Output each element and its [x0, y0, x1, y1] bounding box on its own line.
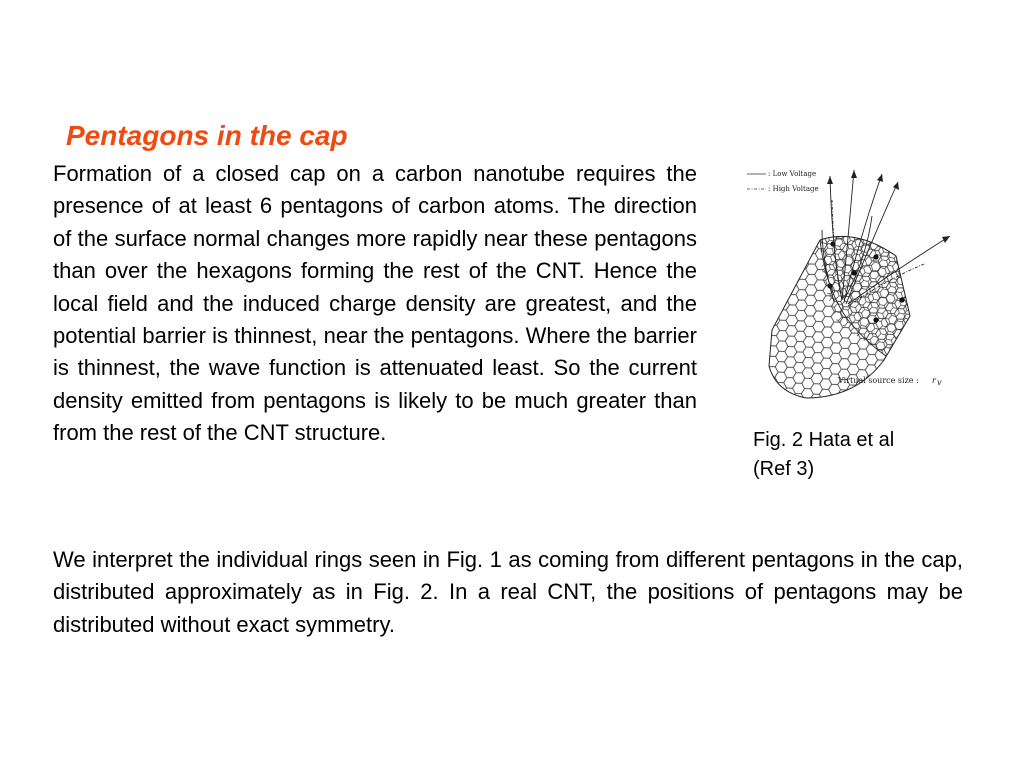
legend-low-label: : Low Voltage [768, 170, 817, 178]
figure-legend [747, 170, 819, 193]
caption-line-2: (Ref 3) [753, 458, 815, 480]
pentagon-dot [899, 297, 904, 302]
virtual-source-subscript: v [937, 378, 942, 387]
legend-high-label: : High Voltage [768, 185, 819, 193]
caption-line-1: Fig. 2 Hata et al [753, 429, 895, 451]
nanotube-figure [736, 160, 970, 404]
figure-caption [753, 426, 894, 484]
virtual-source-text: Virtual source size : [838, 376, 919, 385]
body-paragraph-1: Formation of a closed cap on a carbon nanotube requires the presence of at least 6 pentagons of carbon atoms. The direction of the surface normal changes more rapidly near these pentagons than over the hexagons forming the rest of the CNT. Hence the local field and the induced charge density are greatest, and the potential barrier is thinnest, near the pentagons. Where the barrier is thinnest, the wave function is attenuated least. So the current density emitted from pentagons is likely to be much greater than from the rest of the CNT structure. [53, 161, 697, 446]
virtual-source-symbol: r [932, 376, 936, 385]
body-paragraph-2: We interpret the individual rings seen in Fig. 1 as coming from different pentagons in the cap, distributed approximately as in Fig. 2. In a real CNT, the positions of pentagons may be distributed without exact symmetry. [53, 547, 963, 637]
slide-title: Pentagons in the cap [66, 120, 348, 151]
pentagon-dot [830, 241, 835, 246]
pentagon-dot [873, 317, 878, 322]
pentagon-dot [873, 254, 878, 259]
